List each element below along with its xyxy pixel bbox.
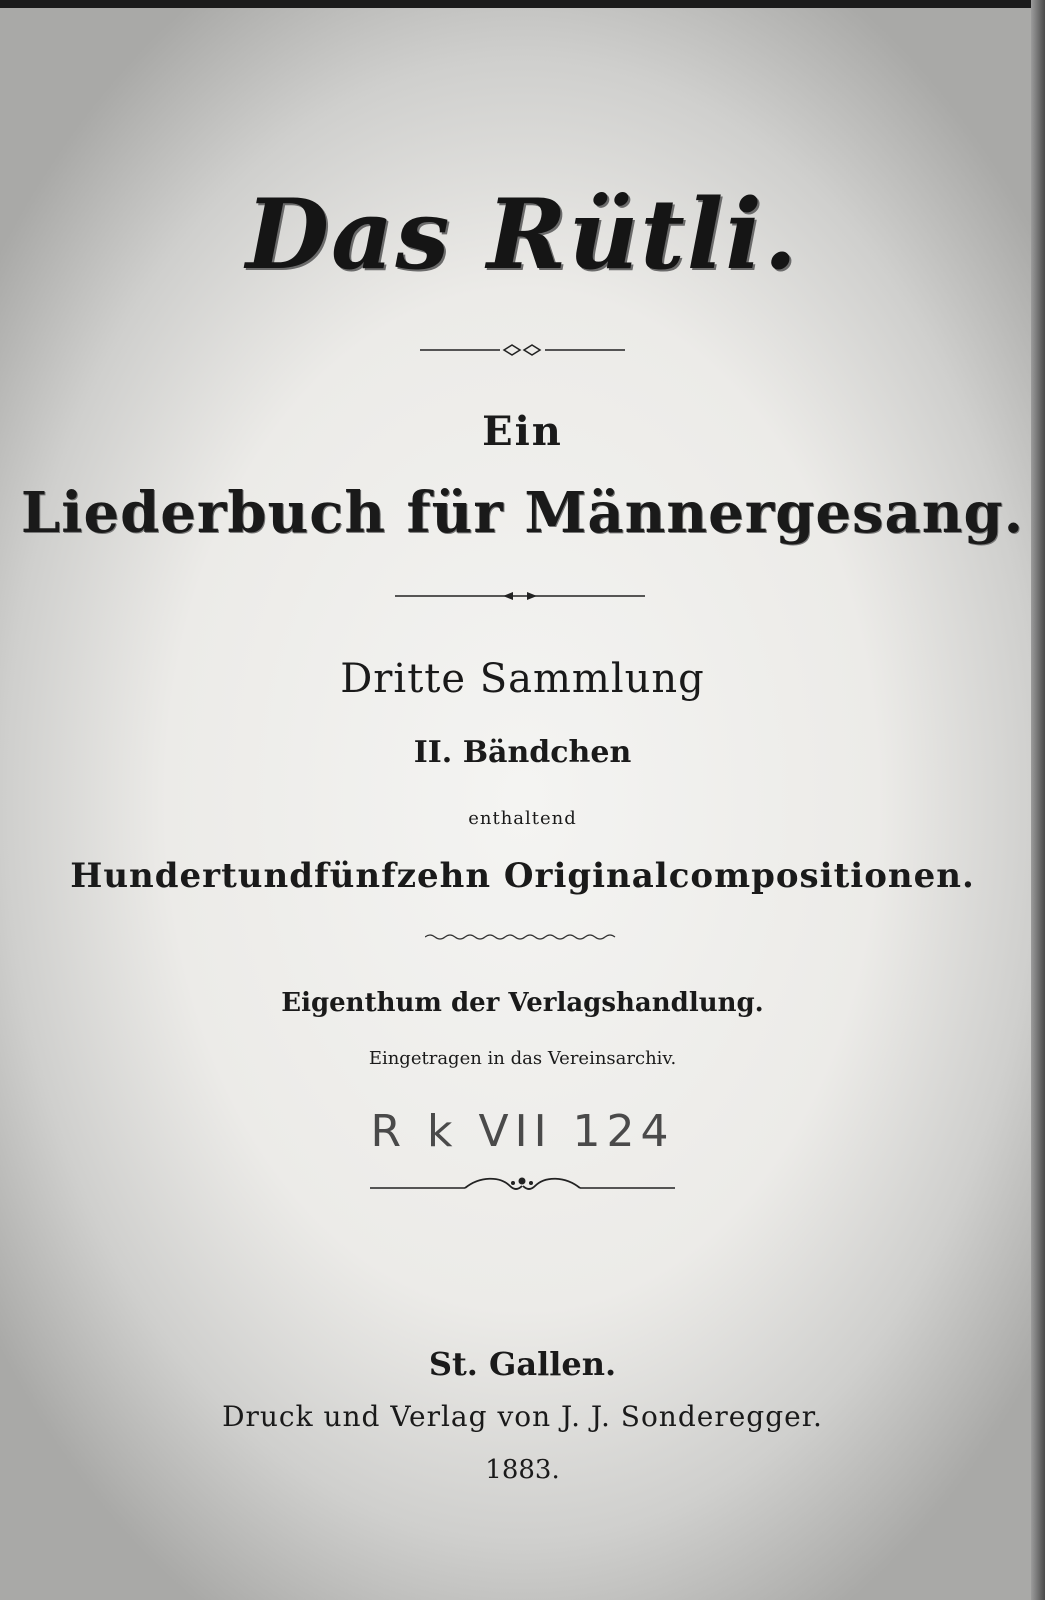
handwritten-shelfmark: R k VII 124 bbox=[370, 1106, 675, 1157]
wavy-divider bbox=[425, 932, 620, 942]
property-notice: Eigenthum der Verlagshandlung. bbox=[281, 988, 764, 1018]
top-edge bbox=[0, 0, 1045, 8]
publisher-line: Druck und Verlag von J. J. Sonderegger. bbox=[222, 1400, 823, 1433]
book-title: Das Rütli. bbox=[245, 178, 800, 291]
publication-year: 1883. bbox=[485, 1455, 560, 1485]
flourish-divider bbox=[370, 1172, 675, 1200]
publication-place: St. Gallen. bbox=[428, 1345, 617, 1383]
collection-label: Dritte Sammlung bbox=[340, 656, 705, 702]
containing-label: enthaltend bbox=[468, 808, 577, 829]
ornament-divider-1 bbox=[420, 342, 625, 358]
registration-notice: Eingetragen in das Vereinsarchiv. bbox=[368, 1048, 677, 1069]
intro-word: Ein bbox=[482, 408, 563, 455]
composition-count: Hundertundfünfzehn Originalcompositionen. bbox=[70, 856, 975, 896]
volume-label: II. Bändchen bbox=[413, 735, 632, 770]
book-subtitle: Liederbuch für Männergesang. bbox=[20, 480, 1025, 546]
ornament-divider-2 bbox=[395, 588, 645, 604]
